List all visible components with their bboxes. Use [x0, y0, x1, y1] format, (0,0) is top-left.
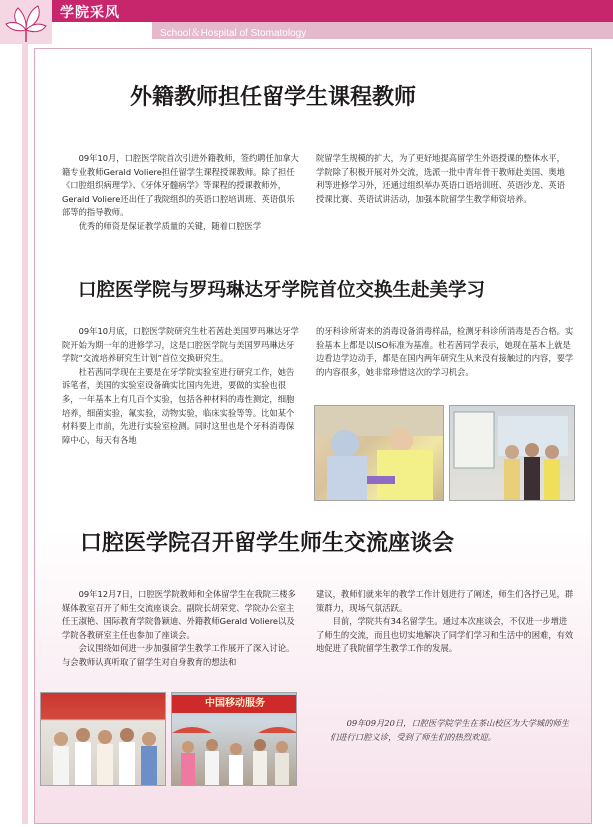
article-2-title: 口腔医学院与罗玛琳达牙学院首位交换生赴美学习 [78, 280, 486, 301]
paragraph: 会议围绕如何进一步加强留学生教学工作展开了深入讨论。与会教师认真听取了留学生对自身教育的想法和 [62, 643, 295, 667]
paragraph: 目前，学院共有34名留学生。通过本次座谈会，不仅进一步增进了师生的交流，而且也切实地解决了同学们学习和生活中的困难，有效地促进了我院留学生教学工作的发展。 [316, 616, 574, 654]
clinic-tent-photo [40, 692, 166, 786]
article-3-right-column [316, 588, 574, 656]
paragraph: 院留学生规模的扩大，为了更好地提高留学生外语授课的整体水平，学院除了积极开展对外交流，选派一批中青年骨干教师赴美国、奥地利等进修学习外，还通过组织举办英语口语培训班、英语沙龙、英语授课比赛、英语试讲活动，加强本院留学生教学师资培养。 [316, 153, 565, 204]
article-1-right-column [316, 152, 572, 206]
paragraph: 09年10月，口腔医学院首次引进外籍教师，签约聘任加拿大籍专业教师Gerald Voliere担任留学生课程授课教师。除了担任《口腔组织病理学》、《牙体牙髓病学》等课程的授课教师外，Gerald Voliere还出任了我院组织的英语口腔培训班、英语俱乐部等的指导教师。 [62, 153, 299, 218]
paragraph: 建议，教师们就来年的教学工作计划进行了阐述，师生们各抒己见，群策群力，现场气氛活跃。 [316, 589, 574, 613]
article-1-title: 外籍教师担任留学生课程教师 [130, 84, 417, 110]
banner-sign: 中国移动服务 [172, 695, 297, 713]
photo-caption [330, 716, 574, 744]
poster-scene-image [450, 406, 575, 501]
paragraph: 的牙科诊所寄来的消毒设备消毒样品，检测牙科诊所消毒是否合格。实验基本上都是以ISO标准为基准。杜若茜同学表示，她现在基本上就是边看边学边动手，都是在国内两年研究生从来没有接触过的内容，要学的内容很多，她非常珍惜这次的学习机会。 [316, 326, 574, 377]
paragraph: 09年10月底，口腔医学院研究生杜若茜赴美国罗玛琳达牙学院开始为期一年的进修学习，这是口腔医学院与美国罗玛琳达牙学院“交流培养研究生计划”首位交换研究生。 [62, 326, 299, 364]
flower-icon [0, 0, 52, 44]
paragraph: 优秀的师资是保证教学质量的关键，随着口腔医学 [78, 220, 262, 231]
article-3-title: 口腔医学院召开留学生师生交流座谈会 [80, 530, 455, 556]
crowd-scene-image [172, 693, 297, 786]
tent-scene-image [41, 693, 166, 786]
paragraph: 09年12月7日，口腔医学院教师和全体留学生在我院三楼多媒体教室召开了师生交流座谈会。副院长胡荣党、学院办公室主任王淑艳、国际教育学院鲁颖迪、外籍教师Gerald Voliere以及学院各教研室主任也参加了座谈会。 [62, 589, 296, 640]
section-title: 学院采风 [60, 5, 120, 21]
article-3-left-column [62, 588, 300, 670]
article-2-right-column [316, 325, 574, 379]
paragraph: 杜若茜同学现在主要是在牙学院实验室进行研究工作，她告诉笔者，美国的实验室设备确实比国内先进，要做的实验也很多，一年基本上有几百个实验，包括各种材料的毒性测定，细胞培养，细菌实验，氟实验，动物实验，临床实验等等。比如某个材料要上市前，先进行实验室检测。同时这里也是个牙科消毒保障中心，每天有各地 [62, 366, 295, 445]
article-1-left-column [62, 152, 300, 234]
caption-text: 09年09月20日，口腔医学院学生在茶山校区为大学城的师生们进行口腔义诊，受到了师生们的热烈欢迎。 [330, 718, 570, 742]
poster-photo [449, 405, 575, 501]
lab-photo [314, 405, 444, 501]
left-decorative-rule [22, 44, 28, 824]
lab-scene-image [315, 406, 444, 501]
section-logo [0, 0, 52, 44]
section-subtitle: School＆Hospital of Stomatology [160, 28, 307, 39]
article-2-left-column [62, 325, 300, 447]
street-clinic-photo [171, 692, 297, 786]
